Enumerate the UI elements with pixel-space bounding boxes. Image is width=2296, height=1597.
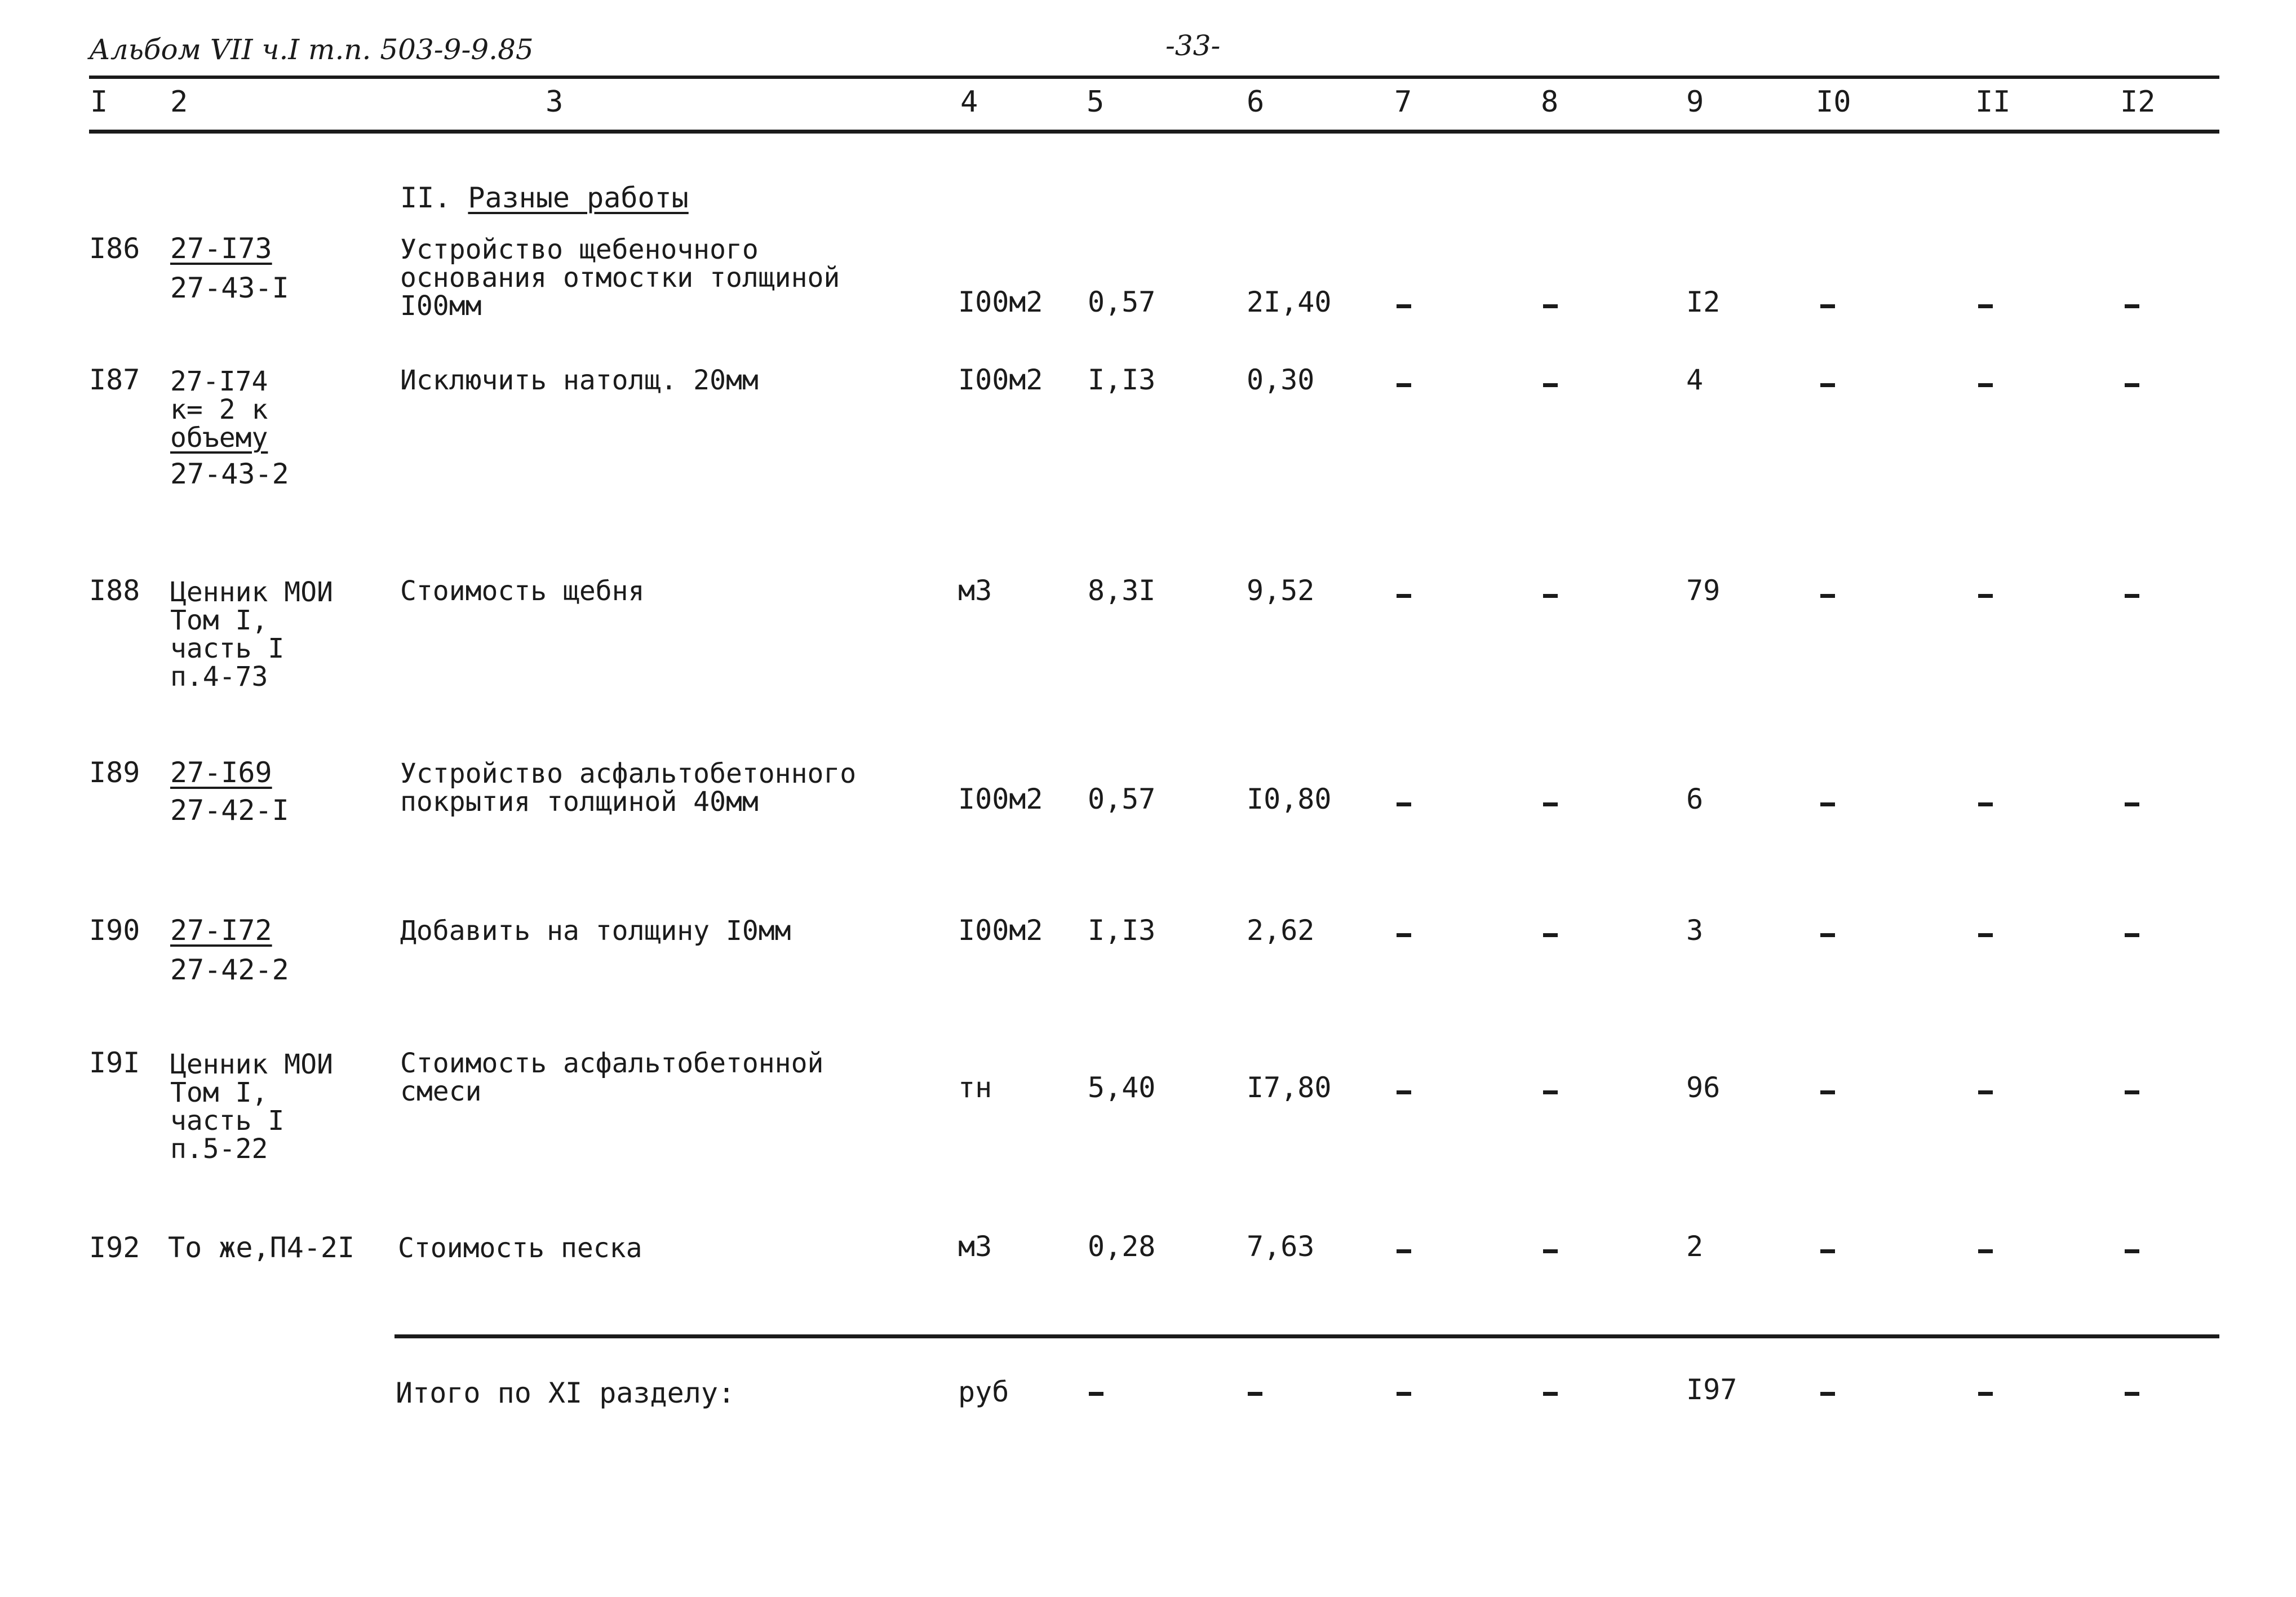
section-name: Разные работы <box>468 181 689 214</box>
row-code <box>170 578 333 691</box>
code-line: часть I <box>170 633 285 664</box>
row-col8-dash <box>1543 802 1558 806</box>
column-header-11: II <box>1975 85 2011 119</box>
description-line: Стоимость щебня <box>400 575 645 607</box>
row-col12-dash <box>2125 1090 2139 1094</box>
row-unit-price: 7,63 <box>1247 1230 1315 1263</box>
row-col9: 79 <box>1686 574 1721 607</box>
row-col10-dash <box>1820 304 1835 308</box>
header-bottom-rule <box>89 130 2219 134</box>
row-code-top: 27-I69 <box>170 756 272 789</box>
row-col7-dash <box>1397 1249 1411 1253</box>
total-col8-dash <box>1543 1392 1558 1396</box>
row-description <box>398 1234 642 1262</box>
row-quantity: I,I3 <box>1088 363 1156 396</box>
row-col10-dash <box>1820 594 1835 598</box>
row-col8-dash <box>1543 594 1558 598</box>
total-separator-rule <box>395 1334 2219 1338</box>
row-col7-dash <box>1397 933 1411 937</box>
row-col10-dash <box>1820 933 1835 937</box>
total-col12-dash <box>2125 1392 2139 1396</box>
section-number: II. <box>400 181 451 214</box>
row-unit-price: 2I,40 <box>1247 286 1332 318</box>
column-header-3: 3 <box>546 85 564 119</box>
row-col12-dash <box>2125 304 2139 308</box>
row-col12-dash <box>2125 1249 2139 1253</box>
row-col8-dash <box>1543 304 1558 308</box>
row-number: I88 <box>89 574 140 607</box>
description-line: Устройство асфальтобетонного <box>400 758 857 789</box>
row-description <box>400 917 791 945</box>
code-line: к= 2 к <box>170 394 268 425</box>
total-label: Итого по XI разделу: <box>396 1377 735 1409</box>
row-quantity: 5,40 <box>1088 1071 1156 1104</box>
row-col12-dash <box>2125 594 2139 598</box>
row-col12-dash <box>2125 933 2139 937</box>
row-col8-dash <box>1543 383 1558 387</box>
description-line: Устройство щебеночного <box>400 234 759 265</box>
row-col9: 2 <box>1686 1230 1704 1263</box>
row-col9: I2 <box>1686 286 1721 318</box>
row-description <box>400 577 644 605</box>
row-col9: 4 <box>1686 363 1704 396</box>
column-header-9: 9 <box>1686 85 1704 119</box>
total-col9: I97 <box>1686 1373 1737 1406</box>
total-unit: руб <box>958 1376 1009 1408</box>
description-line: I00мм <box>400 290 482 322</box>
code-line: часть I <box>170 1105 285 1137</box>
row-col11-dash <box>1978 933 1993 937</box>
description-line: Стоимость асфальтобетонной <box>400 1048 824 1079</box>
row-description <box>400 236 840 320</box>
row-number: I92 <box>89 1231 140 1264</box>
row-unit-price: 2,62 <box>1247 914 1315 947</box>
row-col11-dash <box>1978 304 1993 308</box>
row-quantity: 0,57 <box>1088 286 1156 318</box>
row-unit-price: 0,30 <box>1247 363 1315 396</box>
row-col10-dash <box>1820 802 1835 806</box>
code-line: п.4-73 <box>170 661 268 693</box>
row-number: I90 <box>89 914 140 947</box>
description-line: Исключить натолщ. 20мм <box>400 365 759 396</box>
column-header-5: 5 <box>1087 85 1105 119</box>
header-top-rule <box>89 76 2219 79</box>
row-unit-price: I7,80 <box>1247 1071 1332 1104</box>
total-col6-dash <box>1248 1392 1262 1396</box>
column-header-8: 8 <box>1541 85 1559 119</box>
row-quantity: 8,3I <box>1088 574 1156 607</box>
row-code-bottom: 27-43-I <box>170 272 289 304</box>
row-code <box>170 367 268 452</box>
row-col11-dash <box>1978 802 1993 806</box>
total-col5-dash <box>1089 1392 1103 1396</box>
row-unit: м3 <box>958 1230 992 1263</box>
row-col12-dash <box>2125 383 2139 387</box>
total-col7-dash <box>1397 1392 1411 1396</box>
row-unit: тн <box>958 1071 992 1104</box>
row-col12-dash <box>2125 802 2139 806</box>
row-code-top: 27-I72 <box>170 914 272 947</box>
code-line: Том I, <box>170 605 268 636</box>
total-col10-dash <box>1820 1392 1835 1396</box>
code-line: Том I, <box>170 1077 268 1108</box>
description-line: Добавить на толщину I0мм <box>400 915 791 947</box>
row-unit-price: I0,80 <box>1247 783 1332 815</box>
row-number: I87 <box>89 363 140 396</box>
row-unit: I00м2 <box>958 286 1043 318</box>
row-code-top: 27-I73 <box>170 232 272 265</box>
row-number: I9I <box>89 1046 140 1079</box>
row-quantity: 0,57 <box>1088 783 1156 815</box>
row-quantity: 0,28 <box>1088 1230 1156 1263</box>
row-col7-dash <box>1397 304 1411 308</box>
row-col8-dash <box>1543 1249 1558 1253</box>
row-col7-dash <box>1397 802 1411 806</box>
row-col10-dash <box>1820 1090 1835 1094</box>
row-description <box>400 760 856 816</box>
code-line: объему <box>170 422 268 454</box>
code-line: 27-I74 <box>170 366 268 397</box>
row-number: I86 <box>89 232 140 265</box>
row-col9: 96 <box>1686 1071 1721 1104</box>
row-number: I89 <box>89 756 140 789</box>
column-header-12: I2 <box>2120 85 2156 119</box>
row-unit: I00м2 <box>958 783 1043 815</box>
row-code <box>170 1050 333 1163</box>
row-col8-dash <box>1543 933 1558 937</box>
row-col9: 3 <box>1686 914 1704 947</box>
row-code-bottom: 27-42-I <box>170 794 289 827</box>
row-unit: I00м2 <box>958 914 1043 947</box>
row-col11-dash <box>1978 383 1993 387</box>
row-code-bottom: 27-43-2 <box>170 458 289 490</box>
total-col11-dash <box>1978 1392 1993 1396</box>
code-line: п.5-22 <box>170 1133 268 1165</box>
row-unit: м3 <box>958 574 992 607</box>
code-line: Ценник МОИ <box>170 1049 333 1080</box>
description-line: основания отмостки толщиной <box>400 262 840 294</box>
row-description <box>400 1049 823 1106</box>
row-col10-dash <box>1820 1249 1835 1253</box>
row-col10-dash <box>1820 383 1835 387</box>
row-col9: 6 <box>1686 783 1704 815</box>
row-col7-dash <box>1397 594 1411 598</box>
row-col11-dash <box>1978 1249 1993 1253</box>
column-header-10: I0 <box>1816 85 1851 119</box>
album-reference: Альбом VII ч.I т.п. 503-9-9.85 <box>89 33 534 66</box>
column-header-7: 7 <box>1394 85 1412 119</box>
row-col11-dash <box>1978 1090 1993 1094</box>
column-header-6: 6 <box>1247 85 1265 119</box>
row-code-bottom: 27-42-2 <box>170 953 289 986</box>
column-header-2: 2 <box>170 85 188 119</box>
code-line: Ценник МОИ <box>170 576 333 608</box>
row-col7-dash <box>1397 383 1411 387</box>
row-description <box>400 366 759 394</box>
row-quantity: I,I3 <box>1088 914 1156 947</box>
column-header-4: 4 <box>960 85 978 119</box>
row-unit: I00м2 <box>958 363 1043 396</box>
description-line: покрытия толщиной 40мм <box>400 786 759 818</box>
page-number: -33- <box>1165 29 1221 62</box>
row-code: То же,П4-2I <box>168 1231 355 1264</box>
column-header-1: I <box>90 85 108 119</box>
row-col7-dash <box>1397 1090 1411 1094</box>
row-col8-dash <box>1543 1090 1558 1094</box>
description-line: Стоимость песка <box>398 1232 642 1264</box>
description-line: смеси <box>400 1076 482 1107</box>
section-title <box>400 183 689 212</box>
row-col11-dash <box>1978 594 1993 598</box>
row-unit-price: 9,52 <box>1247 574 1315 607</box>
